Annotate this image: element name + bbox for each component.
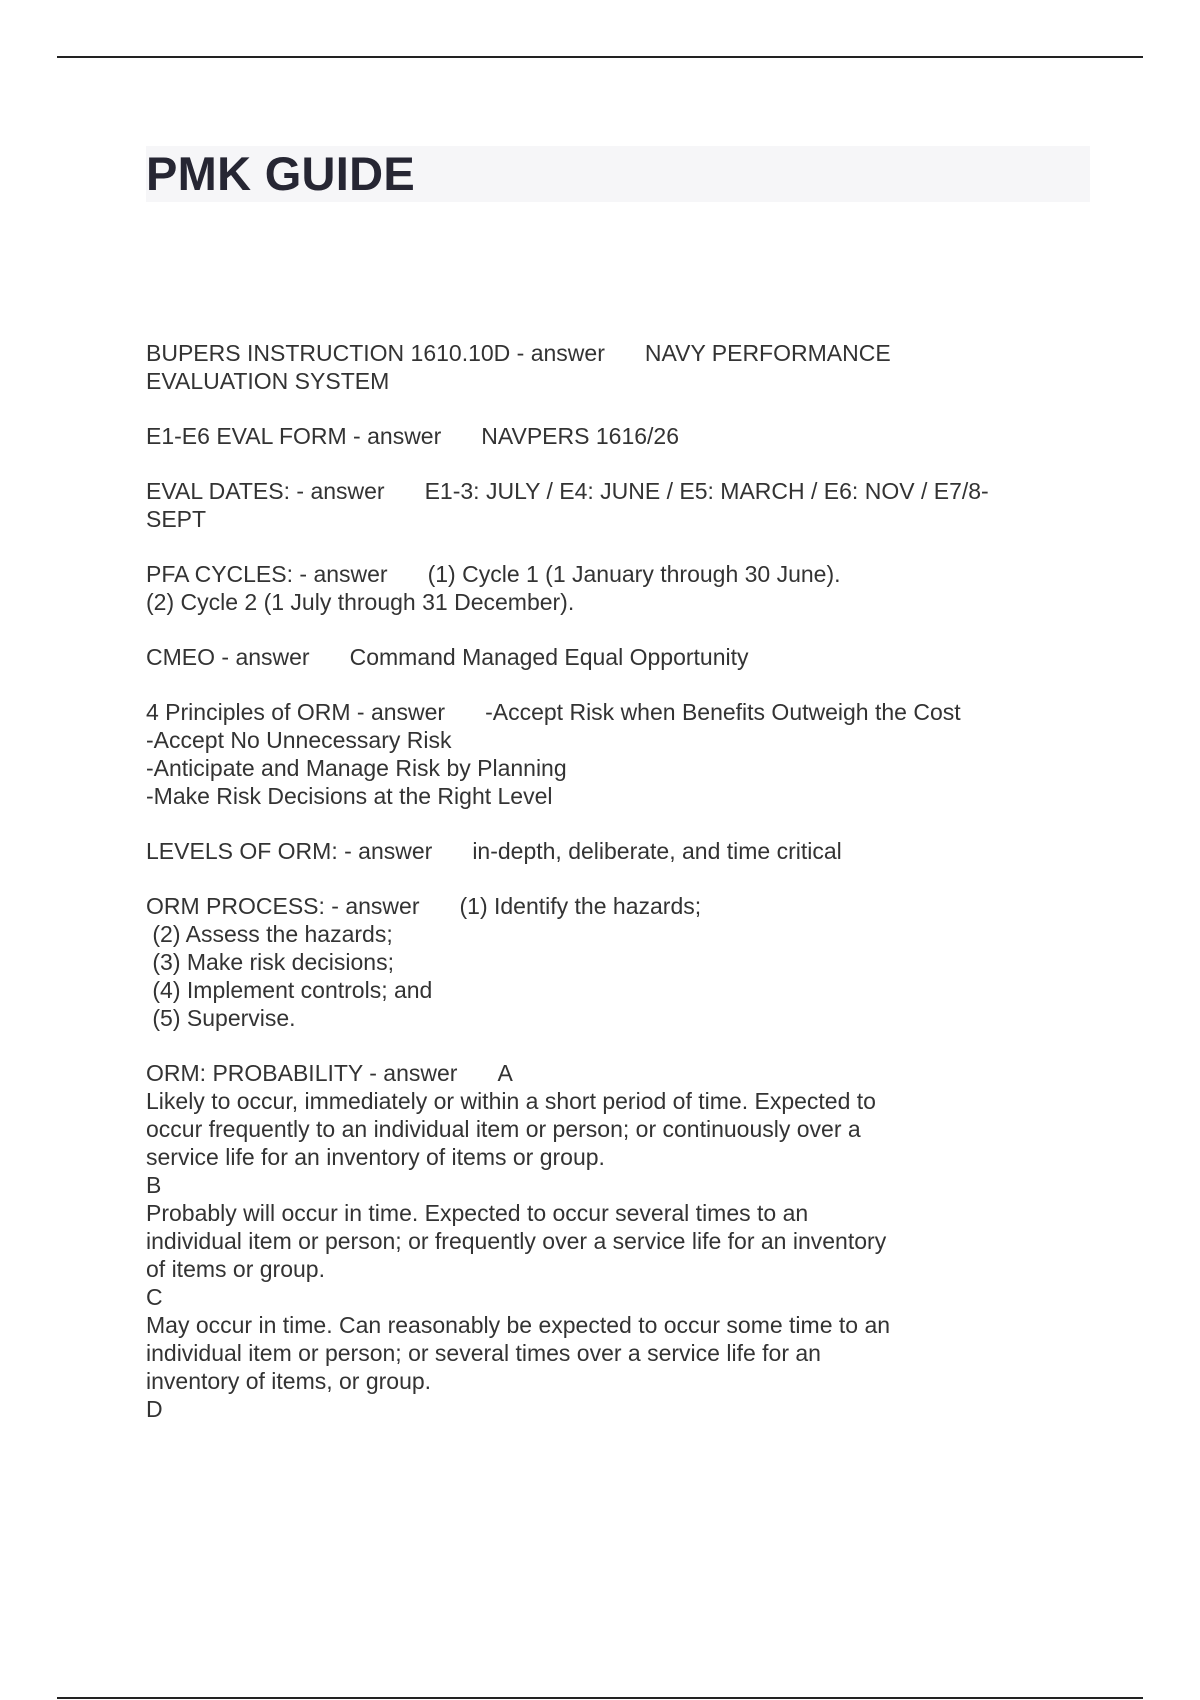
- qa-question: ORM: PROBABILITY - answer: [146, 1060, 458, 1086]
- qa-entry: [146, 477, 1046, 533]
- qa-answer: Command Managed Equal Opportunity: [349, 644, 749, 670]
- page-title: PMK GUIDE: [146, 147, 416, 200]
- qa-answer: A Likely to occur, immediately or within a short period of time. Expected to occur frequently to an individual item or person; or continuously over a service life for an inventory of items or group. B Probably will occur in time. Expected to occur several times to an individual item or person; or frequently over a service life for an inventory of items or group. C May occur in time. Can reasonably be expected to occur some time to an individual item or person; or several times over a service life for an inventory of items, or group. D: [146, 1060, 891, 1422]
- qa-list: [146, 339, 1046, 1450]
- qa-question: CMEO - answer: [146, 644, 310, 670]
- qa-answer: (1) Identify the hazards; (2) Assess the hazards; (3) Make risk decisions; (4) Implement controls; and (5) Supervise.: [152, 893, 702, 1031]
- qa-question: ORM PROCESS: - answer: [146, 893, 420, 919]
- qa-entry: [146, 643, 1046, 671]
- qa-answer: in-depth, deliberate, and time critical: [472, 838, 842, 864]
- qa-question: LEVELS OF ORM: - answer: [146, 838, 433, 864]
- qa-answer: E1-3: JULY / E4: JUNE / E5: MARCH / E6: NOV / E7/8- SEPT: [146, 478, 989, 532]
- qa-answer: -Accept Risk when Benefits Outweigh the Cost -Accept No Unnecessary Risk -Anticipate and Manage Risk by Planning -Make Risk Decisions at the Right Level: [146, 699, 961, 809]
- qa-entry: [146, 339, 1046, 395]
- qa-answer: NAVY PERFORMANCE EVALUATION SYSTEM: [146, 340, 891, 394]
- qa-entry: [146, 837, 1046, 865]
- header-rule: [57, 56, 1143, 58]
- qa-entry: [146, 560, 1046, 616]
- qa-entry: [146, 422, 1046, 450]
- qa-question: PFA CYCLES: - answer: [146, 561, 388, 587]
- qa-answer: (1) Cycle 1 (1 January through 30 June). (2) Cycle 2 (1 July through 31 December).: [146, 561, 841, 615]
- qa-answer: NAVPERS 1616/26: [481, 423, 679, 449]
- qa-question: EVAL DATES: - answer: [146, 478, 385, 504]
- qa-question: E1-E6 EVAL FORM - answer: [146, 423, 442, 449]
- qa-entry: [146, 892, 1046, 1032]
- qa-entry: [146, 698, 1046, 810]
- qa-question: 4 Principles of ORM - answer: [146, 699, 446, 725]
- qa-entry: [146, 1059, 1046, 1423]
- qa-question: BUPERS INSTRUCTION 1610.10D - answer: [146, 340, 605, 366]
- footer-rule: [57, 1697, 1143, 1699]
